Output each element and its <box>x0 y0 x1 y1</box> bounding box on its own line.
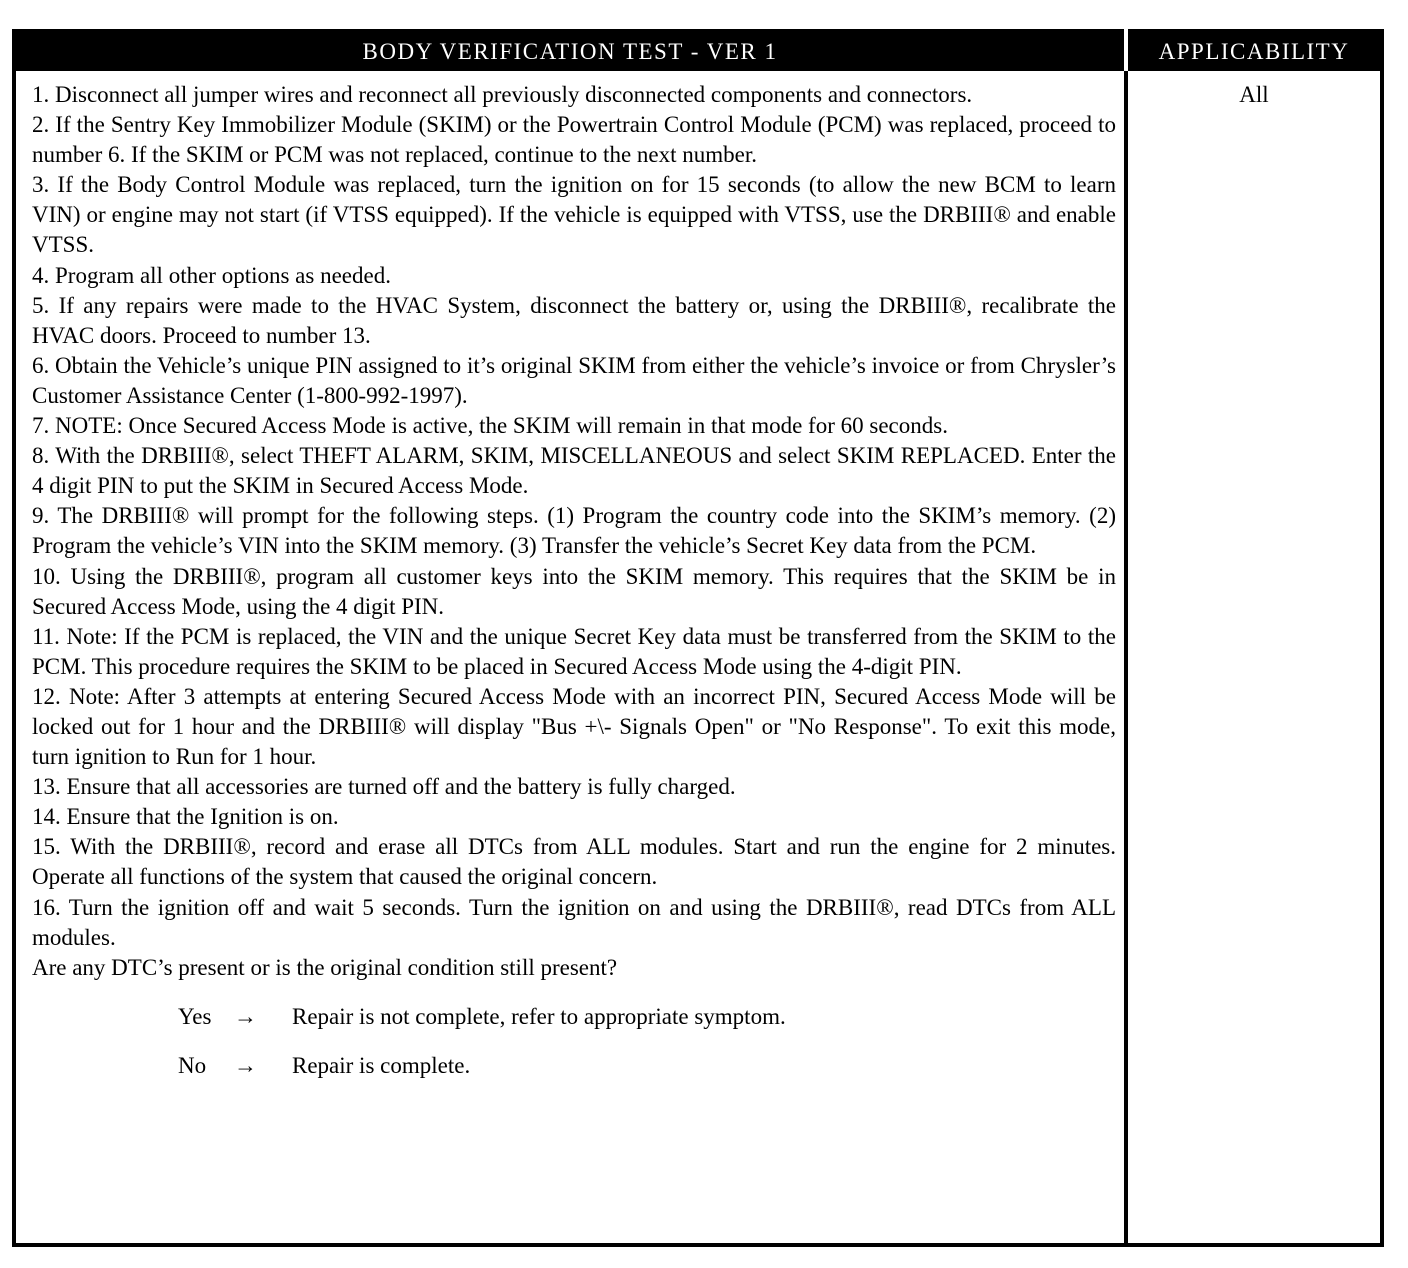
step-2: 2. If the Sentry Key Immobilizer Module (SKIM) or the Powertrain Control Module (PCM) was replaced, proceed to number 6. If the SKIM or PCM was not replaced, continue to the next number. <box>32 112 1116 168</box>
steps-list <box>32 80 1116 983</box>
step-4: 4. Program all other options as needed. <box>32 262 391 288</box>
answer-yes-label: Yes <box>178 1003 212 1029</box>
step-5: 5. If any repairs were made to the HVAC System, disconnect the battery or, using the DRBIII®, recalibrate the HVAC doors. Proceed to number 13. <box>32 292 1116 348</box>
right-arrow-icon: → <box>234 1003 257 1029</box>
question: Are any DTC’s present or is the original condition still present? <box>32 954 618 980</box>
step-8: 8. With the DRBIII®, select THEFT ALARM, SKIM, MISCELLANEOUS and select SKIM REPLACED. Enter the 4 digit PIN to put the SKIM in Secured Access Mode. <box>32 443 1116 499</box>
applicability-header: APPLICABILITY <box>1126 31 1382 71</box>
right-arrow-icon: → <box>234 1052 257 1078</box>
step-6: 6. Obtain the Vehicle’s unique PIN assigned to it’s original SKIM from either the vehicle’s invoice or from Chrysler’s Customer Assistance Center (1-800-992-1997). <box>32 352 1116 408</box>
step-9: 9. The DRBIII® will prompt for the following steps. (1) Program the country code into the SKIM’s memory. (2) Program the vehicle’s VIN into the SKIM memory. (3) Transfer the vehicle’s Secret Key data from the PCM. <box>32 503 1116 559</box>
answer-no-text: Repair is complete. <box>292 1052 471 1078</box>
step-14: 14. Ensure that the Ignition is on. <box>32 804 339 830</box>
test-title: BODY VERIFICATION TEST - VER 1 <box>14 31 1126 71</box>
step-16: 16. Turn the ignition off and wait 5 seconds. Turn the ignition on and using the DRBIII®, read DTCs from ALL modules. <box>32 894 1116 950</box>
header-row <box>14 31 1382 71</box>
answer-no-label: No <box>178 1052 207 1078</box>
procedure-cell <box>14 71 1126 1245</box>
step-13: 13. Ensure that all accessories are turned off and the battery is fully charged. <box>32 774 736 800</box>
body-row <box>14 71 1382 1245</box>
step-12: 12. Note: After 3 attempts at entering Secured Access Mode with an incorrect PIN, Secured Access Mode will be locked out for 1 hour and the DRBIII® will display "Bus +\- Signals Open" or "No Response". To exit this mode, turn ignition to Run for 1 hour. <box>32 683 1116 770</box>
step-1: 1. Disconnect all jumper wires and reconnect all previously disconnected components and connectors. <box>32 82 973 107</box>
answer-yes <box>178 1002 1116 1032</box>
verification-test-table <box>12 29 1384 1247</box>
step-7: 7. NOTE: Once Secured Access Mode is active, the SKIM will remain in that mode for 60 seconds. <box>32 413 948 439</box>
step-3: 3. If the Body Control Module was replaced, turn the ignition on for 15 seconds (to allow the new BCM to learn VIN) or engine may not start (if VTSS equipped). If the vehicle is equipped with VTSS, use the DRBIII® and enable VTSS. <box>32 172 1116 258</box>
step-15: 15. With the DRBIII®, record and erase all DTCs from ALL modules. Start and run the engine for 2 minutes. Operate all functions of the system that caused the original concern. <box>32 834 1116 890</box>
answer-yes-text: Repair is not complete, refer to appropriate symptom. <box>292 1003 786 1029</box>
answer-no <box>178 1051 1116 1081</box>
step-10: 10. Using the DRBIII®, program all customer keys into the SKIM memory. This requires that the SKIM be in Secured Access Mode, using the 4 digit PIN. <box>32 563 1116 619</box>
applicability-value: All <box>1239 82 1269 107</box>
step-11: 11. Note: If the PCM is replaced, the VIN and the unique Secret Key data must be transferred from the SKIM to the PCM. This procedure requires the SKIM to be placed in Secured Access Mode using the 4-digit PIN. <box>32 623 1116 679</box>
